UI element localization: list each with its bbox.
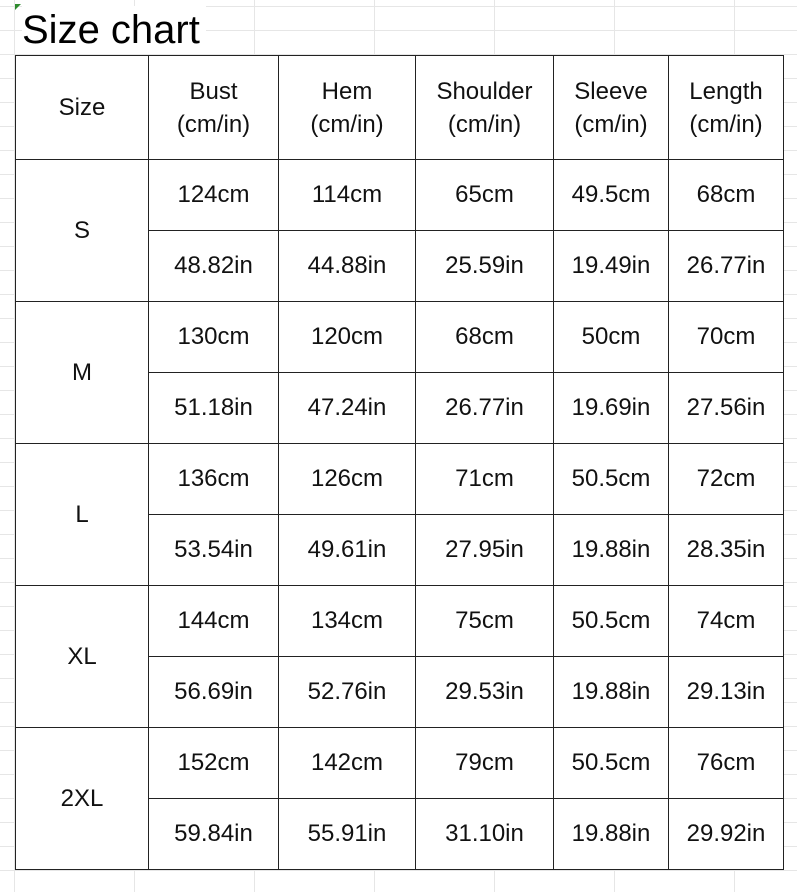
header-bust-unit: (cm/in) (176, 110, 251, 138)
header-bust (149, 56, 279, 160)
shoulder-in-cell: 31.10in (416, 799, 554, 870)
bust-in-cell: 51.18in (149, 373, 279, 444)
size-label: S (16, 160, 149, 302)
sleeve-in-cell: 19.88in (554, 515, 669, 586)
sleeve-cm-cell: 50cm (554, 302, 669, 373)
sleeve-in-cell: 19.49in (554, 231, 669, 302)
length-cm-cell: 68cm (669, 160, 784, 231)
shoulder-cm-cell: 71cm (416, 444, 554, 515)
hem-cm-cell: 114cm (279, 160, 416, 231)
sleeve-in-cell: 19.88in (554, 799, 669, 870)
shoulder-in-cell: 29.53in (416, 657, 554, 728)
length-cm-cell: 74cm (669, 586, 784, 657)
shoulder-in-cell: 25.59in (416, 231, 554, 302)
bust-cm-cell: 152cm (149, 728, 279, 799)
header-length (669, 56, 784, 160)
length-cm-cell: 76cm (669, 728, 784, 799)
header-bust-name: Bust (189, 77, 238, 105)
shoulder-cm-cell: 75cm (416, 586, 554, 657)
bust-in-cell: 59.84in (149, 799, 279, 870)
header-shoulder-unit: (cm/in) (447, 110, 522, 138)
shoulder-cm-cell: 68cm (416, 302, 554, 373)
length-in-cell: 29.13in (669, 657, 784, 728)
shoulder-in-cell: 27.95in (416, 515, 554, 586)
sleeve-in-cell: 19.69in (554, 373, 669, 444)
table-row-cm (16, 302, 784, 373)
length-cm-cell: 72cm (669, 444, 784, 515)
header-size: Size (16, 56, 149, 160)
size-label: L (16, 444, 149, 586)
table-row-cm (16, 586, 784, 657)
header-length-name: Length (689, 77, 763, 105)
table-row-cm (16, 728, 784, 799)
hem-cm-cell: 134cm (279, 586, 416, 657)
length-in-cell: 27.56in (669, 373, 784, 444)
bust-in-cell: 53.54in (149, 515, 279, 586)
table-row-cm (16, 160, 784, 231)
length-in-cell: 28.35in (669, 515, 784, 586)
bust-cm-cell: 136cm (149, 444, 279, 515)
length-in-cell: 26.77in (669, 231, 784, 302)
hem-cm-cell: 142cm (279, 728, 416, 799)
hem-cm-cell: 120cm (279, 302, 416, 373)
header-hem-name: Hem (321, 77, 373, 105)
hem-in-cell: 52.76in (279, 657, 416, 728)
bust-cm-cell: 144cm (149, 586, 279, 657)
header-sleeve (554, 56, 669, 160)
header-length-unit: (cm/in) (689, 110, 763, 138)
size-label: 2XL (16, 728, 149, 870)
shoulder-cm-cell: 65cm (416, 160, 554, 231)
size-label: M (16, 302, 149, 444)
sleeve-cm-cell: 50.5cm (554, 586, 669, 657)
sleeve-cm-cell: 49.5cm (554, 160, 669, 231)
page-title: Size chart (22, 6, 206, 54)
header-shoulder-name: Shoulder (436, 77, 533, 105)
shoulder-cm-cell: 79cm (416, 728, 554, 799)
header-hem-unit: (cm/in) (310, 110, 384, 138)
hem-in-cell: 44.88in (279, 231, 416, 302)
header-hem (279, 56, 416, 160)
sleeve-cm-cell: 50.5cm (554, 444, 669, 515)
hem-cm-cell: 126cm (279, 444, 416, 515)
cell-marker-icon (15, 4, 21, 10)
sleeve-in-cell: 19.88in (554, 657, 669, 728)
length-cm-cell: 70cm (669, 302, 784, 373)
size-label: XL (16, 586, 149, 728)
hem-in-cell: 49.61in (279, 515, 416, 586)
bust-cm-cell: 124cm (149, 160, 279, 231)
hem-in-cell: 55.91in (279, 799, 416, 870)
header-row (16, 56, 784, 160)
header-sleeve-unit: (cm/in) (574, 110, 648, 138)
bust-in-cell: 56.69in (149, 657, 279, 728)
bust-cm-cell: 130cm (149, 302, 279, 373)
hem-in-cell: 47.24in (279, 373, 416, 444)
sleeve-cm-cell: 50.5cm (554, 728, 669, 799)
header-shoulder (416, 56, 554, 160)
size-chart-table (15, 55, 784, 870)
header-sleeve-name: Sleeve (574, 77, 648, 105)
table-row-cm (16, 444, 784, 515)
bust-in-cell: 48.82in (149, 231, 279, 302)
length-in-cell: 29.92in (669, 799, 784, 870)
shoulder-in-cell: 26.77in (416, 373, 554, 444)
